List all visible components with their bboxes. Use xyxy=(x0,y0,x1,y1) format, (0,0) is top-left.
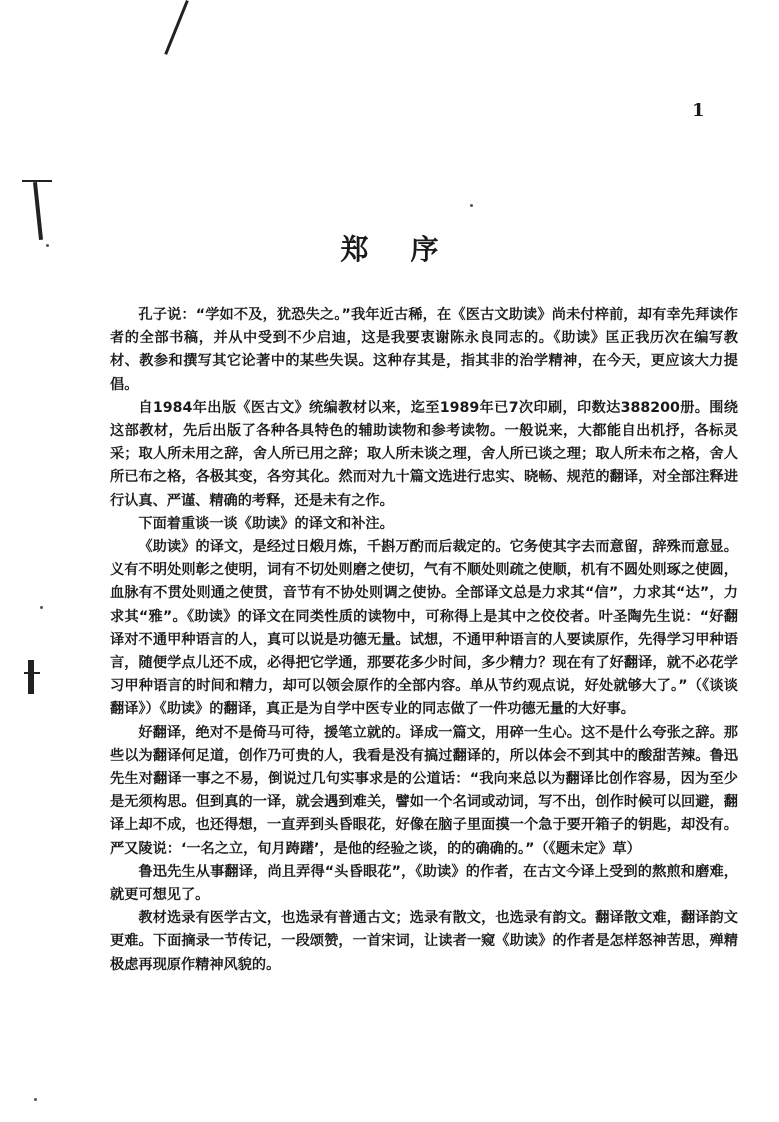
scan-mark xyxy=(22,180,52,182)
paragraph: 好翻译，绝对不是倚马可待，援笔立就的。译成一篇文，用碎一生心。这不是什么夸张之辞。那些以为翻译何足道，创作乃可贵的人，我看是没有搞过翻译的，所以体会不到其中的酸甜苦辣。鲁迅先生对翻译一事之不易，倒说过几句实事求是的公道话：“我向来总以为翻译比创作容易，因为至少是无须构思。但到真的一译，就会遇到难关，譬如一个名词或动词，写不出，创作时候可以回避，翻译上却不成，也还得想，一直弄到头昏眼花，好像在脑子里面摸一个急于要开箱子的钥匙，却没有。严又陵说：‘一名之立，旬月踌躇’，是他的经验之谈，的的确确的。”（《题未定》草） xyxy=(110,724,738,857)
paragraph: 自1984年出版《医古文》统编教材以来，迄至1989年已7次印刷，印数达388200册。围绕这部教材，先后出版了各种各具特色的辅助读物和参考读物。一般说来，大都能自出机抒，各标灵采；取人所未用之辞，舍人所已用之辞；取人所未谈之理，舍人所已谈之理；取人所未布之格，舍人所已布之格，各极其变，各穷其化。然而对九十篇文选进行忠实、晓畅、规范的翻译，对全部注释进行认真、严谨、精确的考释，还是未有之作。 xyxy=(110,399,738,509)
body-text xyxy=(110,304,738,977)
paragraph: 教材选录有医学古文，也选录有普通古文；选录有散文，也选录有韵文。翻译散文难，翻译韵文更难。下面摘录一节传记，一段颂赞，一首宋词，让读者一窥《助读》的作者是怎样怒神苦思，殚精极虑再现原作精神风貌的。 xyxy=(110,910,738,973)
page-title: 郑序 xyxy=(340,233,481,266)
scan-mark xyxy=(28,660,34,694)
scan-mark xyxy=(24,672,40,674)
scan-mark xyxy=(164,0,189,55)
paragraph: 孔子说：“学如不及，犹恐失之。”我年近古稀，在《医古文助读》尚未付梓前，却有幸先拜读作者的全部书稿，并从中受到不少启迪，这是我要衷谢陈永良同志的。《助读》匡正我历次在编写教材、教参和撰写其它论著中的某些失误。这种存其是，指其非的治学精神，在今天，更应该大力提倡。 xyxy=(110,307,738,393)
scan-speck xyxy=(470,204,473,207)
scan-speck xyxy=(34,1098,37,1101)
paragraph: 下面着重谈一谈《助读》的译文和补注。 xyxy=(138,515,394,532)
page-number: 1 xyxy=(692,100,705,121)
paragraph: 《助读》的译文，是经过日煅月炼，千斟万酌而后裁定的。它务使其字去而意留，辞殊而意显。义有不明处则彰之使明，词有不切处则磨之使切，气有不顺处则疏之使顺，机有不圆处则琢之使圆，血脉有不贯处则通之使贯，音节有不协处则调之使协。全部译文总是力求其“信”，力求其“达”，力求其“雅”。《助读》的译文在同类性质的读物中，可称得上是其中之佼佼者。叶圣陶先生说：“好翻译对不通甲种语言的人，真可以说是功德无量。试想，不通甲种语言的人要读原作，先得学习甲种语言，随便学点儿还不成，必得把它学通，那要花多少时间，多少精力？现在有了好翻译，就不必花学习甲种语言的时间和精力，却可以领会原作的全部内容。单从节约观点说，好处就够大了。”（《谈谈翻译》）《助读》的翻译，真正是为自学中医专业的同志做了一件功德无量的大好事。 xyxy=(110,539,738,718)
paragraph: 鲁迅先生从事翻译，尚且弄得“头昏眼花”，《助读》的作者，在古文今译上受到的熬煎和磨难，就更可想见了。 xyxy=(110,863,738,904)
scan-speck xyxy=(40,606,43,609)
